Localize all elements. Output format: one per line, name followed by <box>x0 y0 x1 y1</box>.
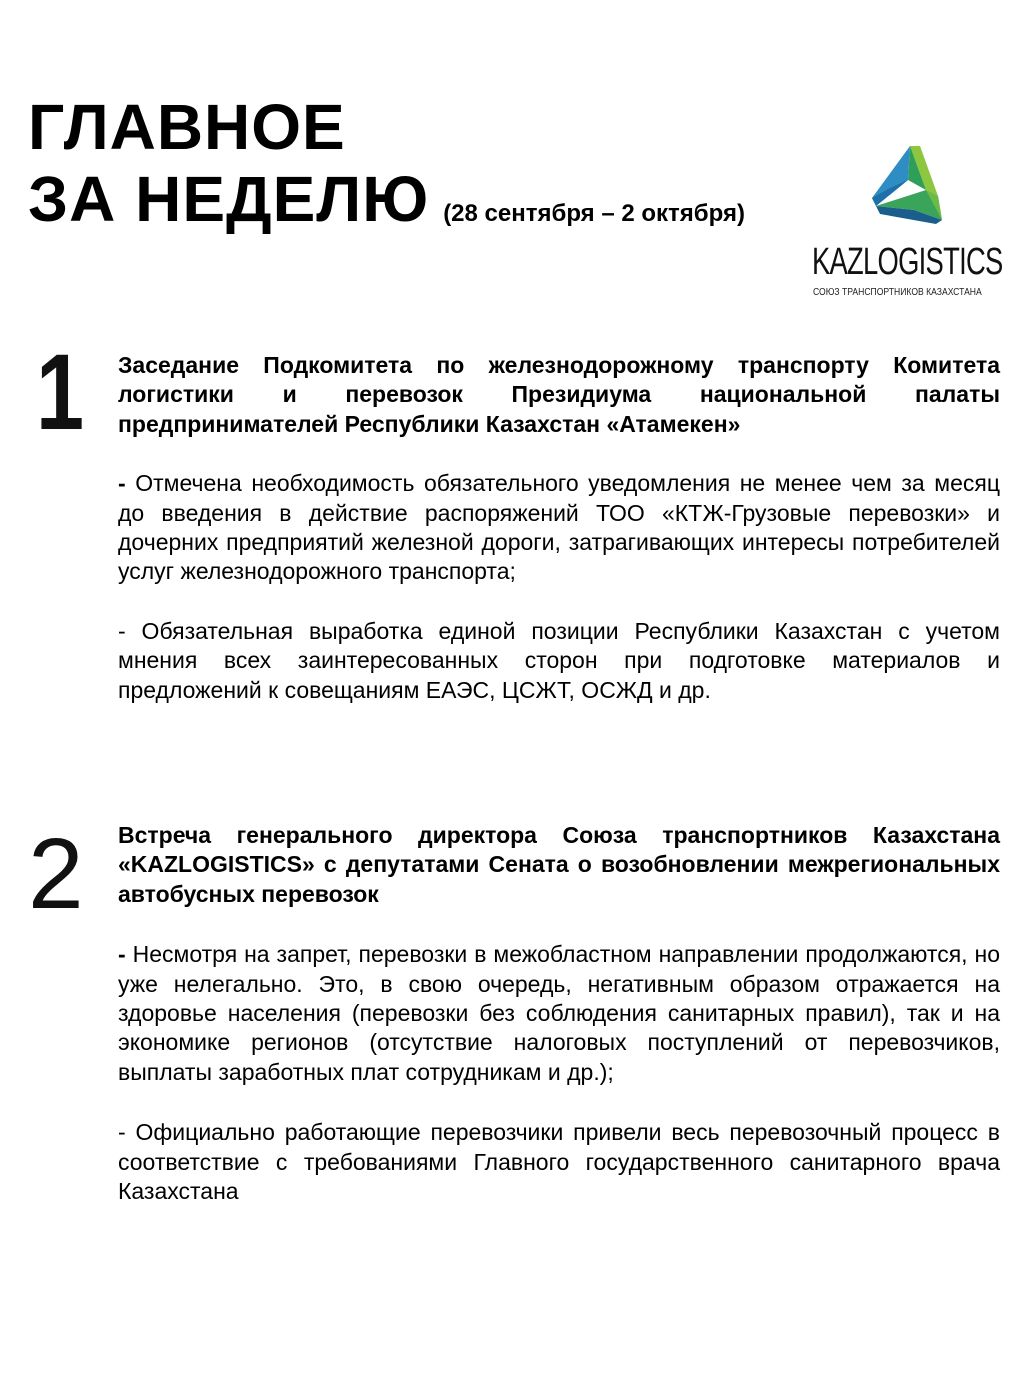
section-number-1: 1 <box>36 331 85 452</box>
paragraph-text: - Обязательная выработка единой позиции Республики Казахстан с учетом мнения всех заинтересованных сторон при подготовке материалов и предложений к совещаниям ЕАЭС, ЦСЖТ, ОСЖД и др. <box>118 617 1000 703</box>
paragraph-dash: - <box>118 470 126 497</box>
page-title-line-2 <box>28 164 745 249</box>
paragraph-text: Несмотря на запрет, перевозки в межобластном направлении продолжаются, но уже нелегально. Это, в свою очередь, негативным образом отражается на здоровье населения (перевозки без соблюдения санитарных правил), так и на экономике регионов (отсутствие налоговых поступлений от перевозчиков, выплаты заработных плат сотрудникам и др.); <box>118 941 1000 1085</box>
paragraph-dash: - <box>118 941 126 968</box>
news-section-2 <box>118 821 1000 1206</box>
section-paragraph <box>118 940 1000 1087</box>
kazlogistics-logo <box>812 142 1002 302</box>
triangle-logo-icon <box>870 144 944 224</box>
section-paragraph <box>118 617 1000 705</box>
section-number-2: 2 <box>28 818 84 930</box>
section-heading: Заседание Подкомитета по железнодорожному транспорту Комитета логистики и перевозок Президиума национальной палаты предпринимателей Республики Казахстан «Атамекен» <box>118 352 1000 437</box>
page-title-line-1: ГЛАВНОЕ <box>28 91 346 163</box>
date-range: (28 сентября – 2 октября) <box>443 200 745 227</box>
page-title-main: ЗА НЕДЕЛЮ <box>28 163 430 235</box>
news-section-1 <box>118 351 1000 705</box>
paragraph-text: - Официально работающие перевозчики привели весь перевозочный процесс в соответствие с требованиями Главного государственного санитарного врача Казахстана <box>118 1119 1000 1205</box>
paragraph-text: Отмечена необходимость обязательного уведомления не менее чем за месяц до введения в действие распоряжений ТОО «КТЖ-Грузовые перевозки» и дочерних предприятий железной дороги, затрагивающих интересы потребителей услуг железнодорожного транспорта; <box>118 470 1000 585</box>
section-heading: Встреча генерального директора Союза транспортников Казахстана «KAZLOGISTICS» с депутатами Сената о возобновлении межрегиональных автобусных перевозок <box>118 822 1000 907</box>
logo-tagline: СОЮЗ ТРАНСПОРТНИКОВ КАЗАХСТАНА <box>813 287 982 298</box>
section-paragraph <box>118 1118 1000 1206</box>
logo-wordmark: KAZLOGISTICS <box>812 241 1003 283</box>
section-paragraph <box>118 469 1000 587</box>
